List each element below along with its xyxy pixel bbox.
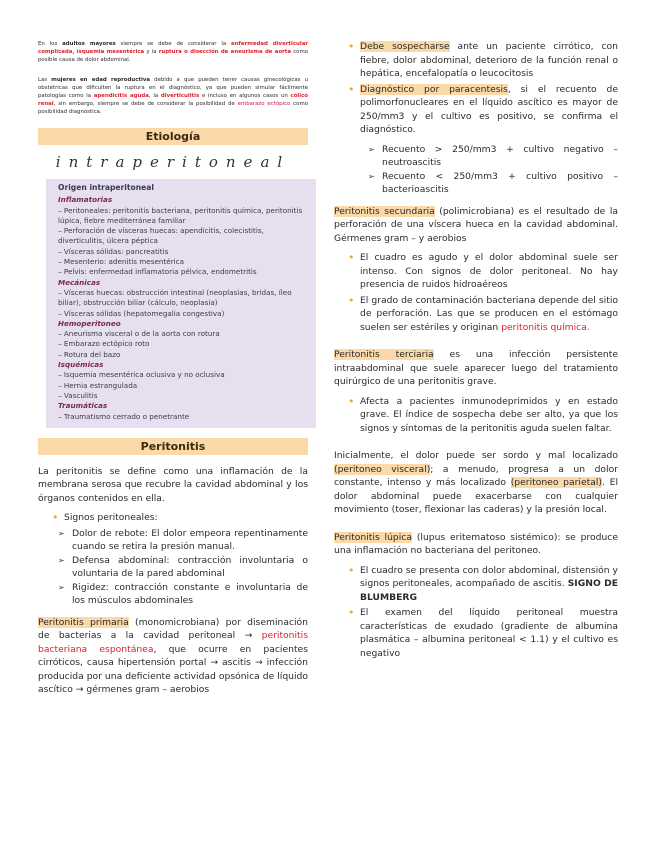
recuento-item: ➢ Recuento < 250/mm3 + cultivo positivo – bacterioascitis bbox=[368, 170, 618, 197]
intro-p2-segment: mujeres en edad reproductiva bbox=[51, 77, 150, 83]
origin-row: – Vísceras sólidas (hepatomegalia congestiva) bbox=[58, 308, 225, 318]
signo-item: ➢ Rigidez: contracción constante e involuntaria de los músculos abdominales bbox=[58, 581, 308, 608]
primaria-paragraph bbox=[38, 616, 308, 697]
lupica-bullets bbox=[334, 564, 618, 661]
origin-row: – Traumatismo cerrado o penetrante bbox=[58, 411, 190, 421]
primaria-bullet bbox=[348, 83, 618, 137]
origin-box bbox=[46, 179, 316, 428]
intro-p2-segment: e incluso en algunos casos un bbox=[199, 93, 291, 99]
terciaria-text: es una infección persistente intraabdominal que suele aparecer luego del tratamiento quirúrgico de una peritonitis grave. bbox=[334, 349, 618, 387]
lupica-paragraph bbox=[334, 531, 618, 558]
intro-p1-segment: como posible causa de dolor abdominal. bbox=[38, 49, 308, 63]
secundaria-bullets bbox=[334, 251, 618, 334]
signos-arrows bbox=[38, 527, 308, 608]
terciaria-paragraph bbox=[334, 348, 618, 389]
origin-row: – Rotura del bazo bbox=[58, 349, 121, 359]
primaria-text-1: (monomicrobiana) por diseminación de bacterias a la cavidad peritoneal → bbox=[38, 616, 308, 642]
primaria-label: Peritonitis primaria bbox=[38, 616, 129, 628]
signo-item: ➢ Dolor de rebote: El dolor empeora repentinamente cuando se retira la presión manual. bbox=[58, 527, 308, 554]
primaria-red: peritonitis bacteriana espontánea bbox=[38, 630, 308, 655]
origin-category: Mecánicas bbox=[58, 277, 101, 287]
intro-p2-segment: diverticulitis bbox=[160, 93, 200, 99]
lupica-bullet-text: El examen del líquido peritoneal muestra características de exudado (gradiente de albumina plasmática – albumina peritoneal < 1.1) y el cultivo es negativo bbox=[360, 607, 618, 659]
origin-row: – Embarazo ectópico roto bbox=[58, 339, 150, 349]
origin-groups bbox=[58, 195, 308, 422]
left-column bbox=[38, 40, 308, 703]
signo-item: ➢ Defensa abdominal: contracción involuntaria o voluntaria de la pared abdominal bbox=[58, 554, 308, 581]
intro-paragraph-1 bbox=[38, 40, 308, 64]
secundaria-label: Peritonitis secundaria bbox=[334, 205, 435, 217]
recuento-arrows bbox=[334, 143, 618, 197]
origin-row: – Hernia estrangulada bbox=[58, 380, 138, 390]
recuento-item: ➢ Recuento > 250/mm3 + cultivo negativo – neutroascitis bbox=[368, 143, 618, 170]
secundaria-bullet-text: El cuadro es agudo y el dolor abdominal suele ser intenso. Con signos de dolor peritoneal. No hay presencia de ruidos hidroaéreos bbox=[360, 252, 618, 290]
terciaria-bullets bbox=[334, 395, 618, 436]
intro-p1-segment: En los bbox=[38, 41, 63, 47]
intro-p2-segment: , sin embargo, siempre se debe de considerar la posibilidad de bbox=[53, 101, 238, 107]
intro-paragraph-2 bbox=[38, 76, 308, 116]
secundaria-bullet-text: El grado de contaminación bacteriana depende del sitio de perforación. Las que se producen en el estómago suelen ser estériles y originan bbox=[360, 294, 618, 333]
primaria-bullet-highlight: Diagnóstico por paracentesis bbox=[360, 83, 508, 95]
inicial-hl-1: (peritoneo visceral) bbox=[334, 463, 431, 475]
inicial-text-2: ; a menudo, progresa a un dolor constante, intenso y más localizado bbox=[334, 463, 618, 488]
origin-row: – Isquemia mesentérica oclusiva y no oclusiva bbox=[58, 370, 225, 380]
origin-row: – Vísceras huecas: obstrucción intestinal (neoplasias, bridas, íleo biliar), obstrucción biliar (cálculo, neoplasia) bbox=[58, 287, 292, 308]
primaria-text-2: , que ocurre en pacientes cirróticos, causa hipertensión portal → ascitis → infección producida por una deficiente actividad opsónica de líquido ascítico → gérmenes gram – aerobios bbox=[38, 643, 308, 696]
origin-row: – Peritoneales: peritonitis bacteriana, peritonitis química, peritonitis lúpica, fiebre mediterránea familiar bbox=[58, 205, 303, 225]
primaria-bullet-text: ante un paciente cirrótico, con fiebre, dolor abdominal, deterioro de la función renal o hepática, encefalopatía o leucocitosis bbox=[360, 41, 618, 79]
intro-p1-segment: ruptura o disección de aneurisma de aorta bbox=[158, 49, 292, 55]
lupica-bullet bbox=[348, 564, 618, 605]
origin-row: – Vísceras sólidas: pancreatitis bbox=[58, 246, 169, 256]
intro-p1-segment: siempre se debe de considerar la bbox=[115, 41, 232, 47]
inicial-text-3: . El dolor abdominal puede exacerbarse con cualquier movimiento (toser, flexionar las caderas) y la presión local. bbox=[334, 477, 618, 515]
signos-list bbox=[38, 511, 308, 525]
intro-p2-segment: debido a que pueden tener causas ginecológicas u obstétricas que dificulten la ruptura en el diagnóstico, ya que pueden simular fácilmente patologías como la bbox=[38, 77, 308, 99]
origin-row: – Vasculitis bbox=[58, 390, 98, 400]
intro-p2-segment: , la bbox=[148, 93, 161, 99]
secundaria-bullet bbox=[348, 294, 618, 335]
lupica-bullet-text: El cuadro se presenta con dolor abdominal, distensión y signos peritoneales, acompañado de ascitis. bbox=[360, 564, 618, 589]
primaria-bullets bbox=[334, 40, 618, 137]
intro-p2-segment: embarazo ectópico bbox=[237, 101, 291, 107]
origin-category: Inflamatorias bbox=[58, 195, 113, 205]
peritonitis-title: Peritonitis bbox=[38, 438, 308, 455]
secundaria-bullet-red: peritonitis química. bbox=[501, 321, 590, 333]
primaria-bullet-highlight: Debe sospecharse bbox=[360, 41, 450, 52]
lupica-text: (lupus eritematoso sistémico): se produce una inflamación no bacteriana del peritoneo. bbox=[334, 531, 618, 556]
origin-row: – Perforación de vísceras huecas: apendicitis, colecistitis, diverticulitis, úlcera péptica bbox=[58, 226, 264, 246]
origin-category: Isquémicas bbox=[58, 360, 104, 370]
peritonitis-definition: La peritonitis se define como una inflamación de la membrana serosa que recubre la cavidad abdominal y los órganos contenidos en ella. bbox=[38, 465, 308, 504]
inicial-text-1: Inicialmente, el dolor puede ser sordo y mal localizado bbox=[334, 450, 618, 461]
terciaria-bullet: • Afecta a pacientes inmunodeprimidos y en estado grave. El índice de sospecha debe ser alto, ya que los signos y síntomas de la peritonitis aguda suelen faltar. bbox=[348, 395, 618, 436]
intro-p1-segment: y la bbox=[144, 49, 159, 55]
lupica-bullet-bold: SIGNO DE BLUMBERG bbox=[360, 578, 618, 603]
cursive-heading: intraperitoneal bbox=[55, 153, 291, 171]
signos-label: • Signos peritoneales: bbox=[52, 511, 308, 525]
primaria-bullet bbox=[348, 40, 618, 81]
origin-row: – Pelvis: enfermedad inflamatoria pélvica, endometritis bbox=[58, 267, 257, 277]
origin-category: Traumáticas bbox=[58, 401, 108, 411]
intro-p2-segment: cólico renal bbox=[38, 93, 309, 107]
etiologia-title: Etiología bbox=[38, 128, 308, 145]
origin-row: – Mesenterio: adenitis mesentérica bbox=[58, 257, 184, 267]
secundaria-paragraph bbox=[334, 205, 618, 246]
intro-p1-segment: enfermedad diverticular complicada, isquemia mesentérica bbox=[38, 41, 308, 55]
lupica-bullet bbox=[348, 606, 618, 660]
primaria-bullet-text: , si el recuento de polimorfonucleares en el líquido ascítico es mayor de 250/mm3 y el cultivo es positivo, se confirma el diagnóstico. bbox=[360, 83, 618, 135]
inicial-paragraph bbox=[334, 449, 618, 517]
inicial-hl-2: (peritoneo parietal) bbox=[510, 477, 602, 488]
intro-p2-segment: Las bbox=[38, 77, 52, 83]
origin-row: – Aneurisma visceral o de la aorta con rotura bbox=[58, 329, 220, 339]
secundaria-text: (polimicrobiana) es el resultado de la perforación de una víscera hueca en la cavidad abdominal. Gérmenes gram – y aerobios bbox=[334, 205, 618, 244]
intro-p2-segment: como posibilidad diagnóstica. bbox=[38, 101, 308, 115]
lupica-label: Peritonitis lúpica bbox=[334, 531, 412, 543]
origin-box-title: Origen intraperitoneal bbox=[58, 183, 155, 192]
origin-category: Hemoperitoneo bbox=[58, 318, 121, 328]
intro-p1-segment: adultos mayores bbox=[62, 41, 116, 47]
right-column bbox=[334, 40, 618, 666]
terciaria-label: Peritonitis terciaria bbox=[334, 349, 434, 360]
intro-p2-segment: apendicitis aguda bbox=[93, 93, 149, 99]
secundaria-bullet bbox=[348, 251, 618, 292]
